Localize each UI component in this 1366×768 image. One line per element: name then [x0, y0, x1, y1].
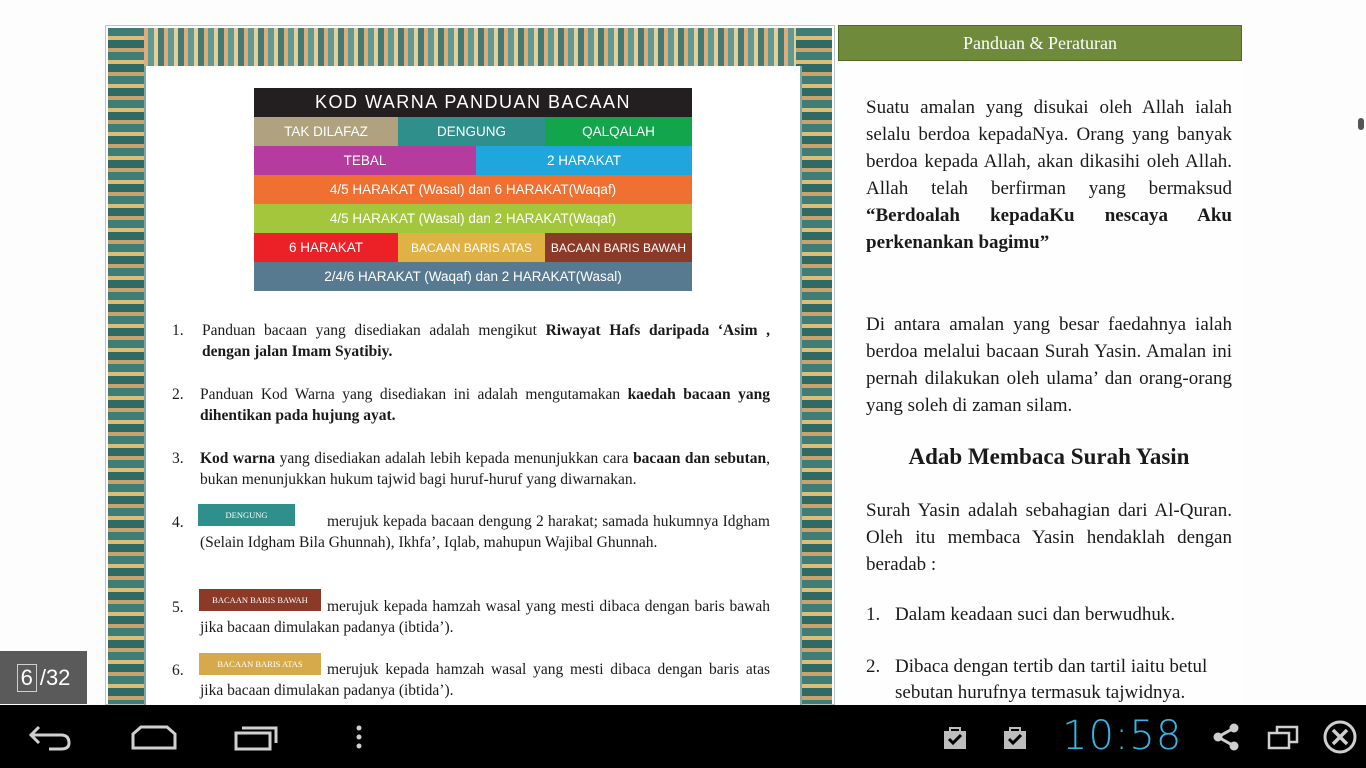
- home-icon[interactable]: [124, 705, 184, 768]
- recents-icon[interactable]: [228, 705, 284, 768]
- shopping-bag-check-icon: [938, 705, 972, 768]
- list-number: 4.: [172, 514, 184, 531]
- color-table-cell: 2/4/6 HARAKAT (Waqaf) dan 2 HARAKAT(Wasal): [254, 262, 692, 291]
- window-restore-icon[interactable]: [1262, 705, 1304, 768]
- color-table-cell: TAK DILAFAZ: [254, 117, 398, 146]
- list-number: 1.: [172, 322, 184, 339]
- section-heading: Adab Membaca Surah Yasin: [908, 444, 1190, 469]
- color-table-cell: 4/5 HARAKAT (Wasal) dan 2 HARAKAT(Waqaf): [254, 204, 692, 233]
- overflow-menu-icon[interactable]: [345, 705, 373, 768]
- right-page: Panduan & Peraturan Suatu amalan yang disukai oleh Allah ialah selalu berdoa kepadaNya. Orang yang banyak berdoa kepada Allah, akan dikasihi oleh Allah. Allah telah berfirman yang bermaksud “Berdoalah kepadaKu nescaya Aku perkenankan bagimu” Di antara amalan yang besar faedahnya ialah berdoa melalui bacaan Surah Yasin. Amalan ini pernah dilakukan oleh ulama’ dan orang-orang yang soleh di zaman silam. Adab Membaca Surah Yasin Surah Yasin adalah sebahagian dari Al-Quran. Oleh itu membaca Yasin hendaklah dengan beradab : 1. Dalam keadaan suci dan berwudhuk. 2. Dibaca dengan tertib dan tartil iaitu betul sebutan hurufnya termasuk tajwidnya.: [838, 25, 1242, 705]
- color-table-row: [254, 175, 692, 204]
- color-table-row: [254, 204, 692, 233]
- current-page: 6: [17, 664, 37, 692]
- total-pages: /32: [39, 664, 71, 690]
- color-table-cell: BACAAN BARIS ATAS: [398, 233, 545, 262]
- ornament-border-left: [108, 28, 144, 704]
- color-table-row: [254, 117, 692, 146]
- close-icon[interactable]: [1320, 705, 1360, 768]
- color-table-row: [254, 146, 692, 175]
- color-table-cell: 6 HARAKAT: [254, 233, 398, 262]
- color-table-cell: TEBAL: [254, 146, 476, 175]
- list-number: 5.: [172, 599, 184, 616]
- list-text: Kod warna yang disediakan adalah lebih kepada menunjukkan cara bacaan dan sebutan, bukan menunjukkan hukum tajwid bagi huruf-huruf yang diwarnakan.: [200, 450, 770, 488]
- status-clock: 10:58: [1062, 713, 1183, 759]
- list-item: [172, 448, 770, 492]
- color-table-cell: 2 HARAKAT: [476, 146, 692, 175]
- list-item: [172, 320, 770, 364]
- color-table-title: KOD WARNA PANDUAN BACAAN: [254, 88, 692, 117]
- page-section-header: Panduan & Peraturan: [838, 25, 1242, 61]
- intro-paragraph: Suatu amalan yang disukai oleh Allah ialah selalu berdoa kepadaNya. Orang yang banyak berdoa kepada Allah, akan dikasihi oleh Allah. Allah telah berfirman yang bermaksud “Berdoalah kepadaKu nescaya Aku perkenankan bagimu”: [866, 97, 1232, 253]
- list-number: 3.: [172, 450, 184, 467]
- color-code-table: [254, 88, 692, 291]
- list-item: [172, 384, 770, 428]
- third-paragraph: Surah Yasin adalah sebahagian dari Al-Quran. Oleh itu membaca Yasin hendaklah dengan beradab :: [866, 500, 1232, 575]
- list-text: Panduan bacaan yang disediakan adalah mengikut Riwayat Hafs daripada ‘Asim , dengan jalan Imam Syatibiy.: [202, 322, 770, 360]
- second-paragraph: Di antara amalan yang besar faedahnya ialah berdoa melalui bacaan Surah Yasin. Amalan ini pernah dilakukan oleh ulama’ dan orang-orang yang soleh di zaman silam.: [866, 314, 1232, 416]
- list-text: merujuk kepada hamzah wasal yang mesti dibaca dengan baris bawah jika bacaan dimulakan padanya (ibtida’).: [200, 598, 770, 636]
- color-table-row: [254, 233, 692, 262]
- list-text: merujuk kepada hamzah wasal yang mesti dibaca dengan baris atas jika bacaan dimulakan padanya (ibtida’).: [200, 661, 770, 699]
- page-counter[interactable]: [0, 651, 87, 704]
- back-icon[interactable]: [22, 705, 78, 768]
- color-table-cell: 4/5 HARAKAT (Wasal) dan 6 HARAKAT(Waqaf): [254, 175, 692, 204]
- ornament-border-top: [108, 28, 832, 66]
- list-text: Panduan Kod Warna yang disediakan ini adalah mengutamakan kaedah bacaan yang dihentikan pada hujung ayat.: [200, 386, 770, 424]
- color-chip-dengung: DENGUNG: [198, 504, 295, 526]
- color-chip-baris-atas: BACAAN BARIS ATAS: [199, 653, 321, 675]
- color-table-cell: DENGUNG: [398, 117, 545, 146]
- scroll-indicator[interactable]: [1358, 118, 1364, 130]
- list-number: 6.: [172, 662, 184, 679]
- color-chip-baris-bawah: BACAAN BARIS BAWAH: [199, 589, 321, 611]
- list-number: 2.: [172, 386, 184, 403]
- color-table-cell: BACAAN BARIS BAWAH: [545, 233, 692, 262]
- list-text: merujuk kepada bacaan dengung 2 harakat; samada hukumnya Idgham (Selain Idgham Bila Ghunnah), Ikhfa’, Iqlab, mahupun Wajibal Ghunnah.: [200, 513, 770, 551]
- color-table-row: [254, 262, 692, 291]
- shopping-bag-check-icon: [998, 705, 1032, 768]
- share-icon[interactable]: [1208, 705, 1244, 768]
- color-table-cell: QALQALAH: [545, 117, 692, 146]
